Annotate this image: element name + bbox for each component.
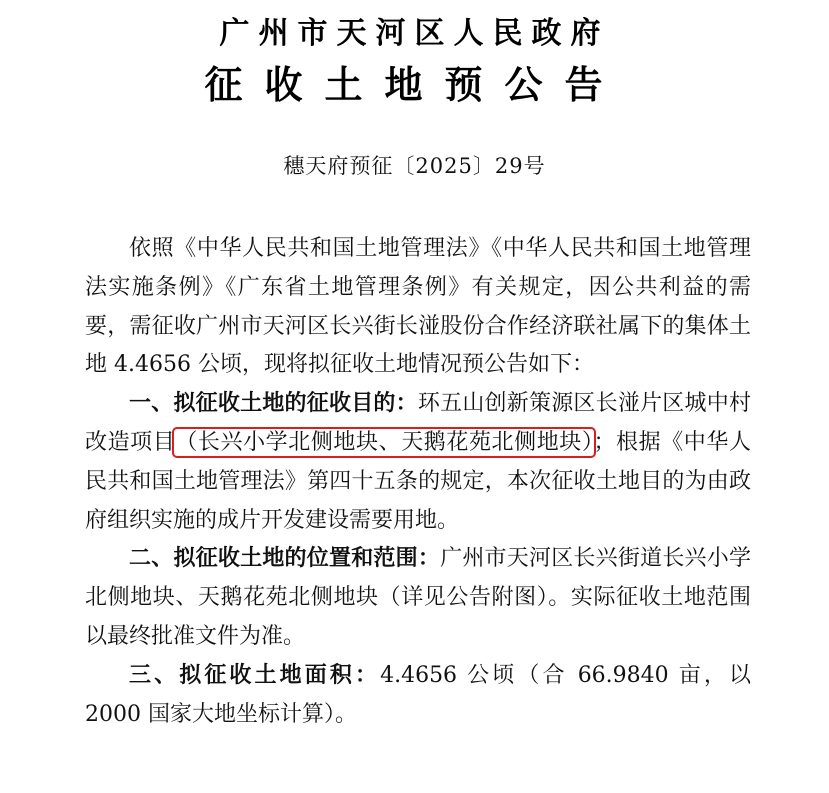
section-location bbox=[85, 540, 751, 656]
section-location-text: 广州市天河区长兴街道长兴小学北侧地块、天鹅花苑北侧地块（详见公告附图）。实际征收土地范围以最终批准文件为准。 bbox=[85, 546, 751, 649]
section-area-heading: 三、拟征收土地面积： bbox=[129, 662, 381, 688]
section-area bbox=[85, 657, 751, 735]
highlighted-parcels: （长兴小学北侧地块、天鹅花苑北侧地块） bbox=[175, 429, 594, 455]
intro-paragraph: 依照《中华人民共和国土地管理法》《中华人民共和国土地管理法实施条例》《广东省土地管理条例》有关规定，因公共利益的需要，需征收广州市天河区长兴街长湴股份合作经济联社属下的集体土地 4.4656 公顷，现将拟征收土地情况预公告如下： bbox=[85, 236, 751, 378]
issuer-title: 广州市天河区人民政府 bbox=[219, 16, 610, 51]
announcement-title: 征收土地预公告 bbox=[204, 63, 625, 107]
section-purpose-text-after: ；根据《中华人民共和国土地管理法》第四十五条的规定，本次征收土地目的为由政府组织实施的成片开发建设需要用地。 bbox=[85, 429, 751, 533]
section-purpose-text-before: 环五山创新策源区长湴片区城中村改造项目 bbox=[85, 391, 751, 455]
document-number: 穗天府预征〔2025〕29号 bbox=[283, 154, 546, 178]
section-purpose bbox=[85, 385, 751, 540]
announcement-body bbox=[85, 230, 751, 734]
section-area-text: 4.4656 公顷（合 66.9840 亩，以 2000 国家大地坐标计算）。 bbox=[85, 662, 751, 727]
section-purpose-heading: 一、拟征收土地的征收目的： bbox=[129, 391, 418, 417]
section-location-heading: 二、拟征收土地的位置和范围： bbox=[129, 546, 441, 572]
